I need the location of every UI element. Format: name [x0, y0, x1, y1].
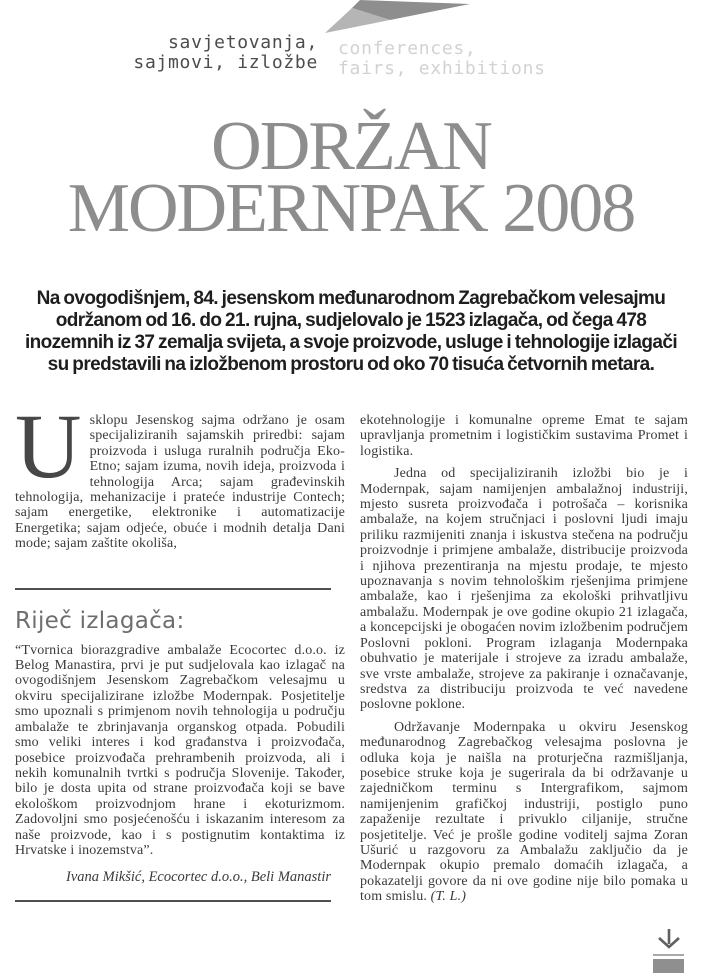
body-paragraph-1: ekotehnologije i komunalne opreme Emat te sajam upravljanja prometnim i logističkim sustavima Promet i logistika.: [360, 413, 688, 459]
tray-block-icon: [653, 959, 684, 973]
quote-box-bottom-rule: [15, 900, 331, 902]
masthead-english-line1: conferences,: [338, 38, 477, 59]
article-title: [0, 108, 702, 247]
quote-box-heading: Riječ izlagača:: [15, 607, 185, 634]
article-title-line2: MODERNPAK 2008: [67, 170, 635, 247]
masthead-english-line2: fairs, exhibitions: [338, 58, 546, 79]
opening-paragraph-text: sklopu Jesenskog sajma održano je osam specijaliziranih sajamskih priredbi: sajam proizvoda i usluga ruralnih područja Eko-Etno; sajam izuma, novih ideja, proizvoda i tehnologija Arca; sajam građevinskih tehnologija, mehanizacije i prateće industrije Contech; sajam energetike, elektronike i automatizacije Energetika; sajam odjeće, obuće i modnih detalja Dani mode; sajam zaštite okoliša,: [15, 413, 345, 552]
masthead-croatian-line2: sajmovi, izložbe: [133, 52, 318, 73]
masthead-english: [338, 39, 546, 79]
continue-marker: [652, 929, 685, 975]
quote-attribution: Ivana Mikšić, Ecocortec d.o.o., Beli Manastir: [66, 869, 331, 886]
lead-paragraph: Na ovogodišnjem, 84. jesenskom međunarodnom Zagrebačkom velesajmu održanom od 16. do 21. rujna, sudjelovalo je 1523 izlagača, od čega 478 inozemnih iz 37 zemalja svijeta, a svoje proizvode, usluge i tehnologije izlagači su predstavili na izložbenom prostoru od oko 70 tisuća četvornih metara.: [24, 288, 678, 375]
masthead-croatian: [0, 33, 318, 73]
masthead: [0, 33, 702, 83]
body-paragraph-3: [360, 720, 688, 905]
article-column-left: [15, 395, 345, 912]
fold-arrow-icon: [322, 0, 472, 36]
down-arrow-icon: [654, 929, 684, 950]
masthead-croatian-line1: savjetovanja,: [168, 32, 318, 53]
exhibitor-quote: “Tvornica biorazgradive ambalaže Ecocortec d.o.o. iz Belog Manastira, prvi je put sudjelovala kao izlagač na ovogodišnjem Jesenskom Zagrebačkom velesajmu u okviru specijalizirane izložbe Modernpak. Posjetitelje smo upoznali s primjenom novih tehnologija u području ambalaže te zbrinjavanja organskog otpada. Pobudili smo veliki interes i kod građanstva i proizvođača, posebice proizvođača prehrambenih proizvoda, ali i nekih komunalnih tvrtki s područja Slovenije. Također, bilo je dosta upita od strane proizvođača koji se bave ekološkom proizvodnjom hrane i ekoturizmom. Zadovoljni smo posjećenošću i iskazanim interesom za naše proizvode, kao i s postignutim kontaktima iz Hrvatske i inozemstva”.: [15, 642, 345, 858]
tray-line-icon: [653, 954, 684, 956]
quote-box-top-rule: [15, 588, 331, 590]
drop-cap: U: [15, 395, 82, 497]
article-signoff: (T. L.): [430, 889, 467, 905]
article-column-right: [360, 413, 688, 912]
opening-paragraph: [15, 395, 345, 552]
article-body: [15, 395, 688, 912]
body-paragraph-3-text: Održavanje Modernpaka u okviru Jesenskog međunarodnog Zagrebačkog velesajma poslovna je odluka koja je naišla na proturječna razmišljanja, posebice struke koja je sugerirala da bi održavanje u zajedničkom terminu s Intergrafikom, sajmom namijenjenim grafičkoj industriji, postiglo puno zapaženije rezultate i privuklo ciljanije, stručne posjetitelje. Već je prošle godine voditelj sajma Zoran Ušurić u razgovoru za Ambalažu zaključio da je Modernpak okupio premalo domaćih izlagača, a pokazatelji govore da ni ove godine nije bilo pomaka u tom smislu.: [360, 719, 688, 905]
article-title-line1: ODRŽAN: [211, 108, 491, 185]
body-paragraph-2: Jedna od specijaliziranih izložbi bio je i Modernpak, sajam namijenjen ambalažnoj industriji, mjesto susreta proizvođača i potrošača – korisnika ambalaže, na kojem stručnjaci i poslovni ljudi imaju priliku razmijeniti znanja i iskustva stečena na području proizvodnje i primjene ambalaže, distribucije proizvoda i njihova prezentiranja na mjestu prodaje, te mjesto upoznavanja s novim tehnološkim rješenjima primjene ambalaže, kao i rješenjima za ekološki prihvatljivu ambalažu. Modernpak je ove godine okupio 21 izlagača, a koncepcijski je obogaćen novim izložbenim područjem Poslovni pokloni. Program izlaganja Modernpaka obuhvatio je materijale i strojeve za izradu ambalaže, sve vrste ambalaže, strojeve za pakiranje i označavanje, sredstva za distribuciju proizvoda te već navedene poslovne poklone.: [360, 466, 688, 713]
